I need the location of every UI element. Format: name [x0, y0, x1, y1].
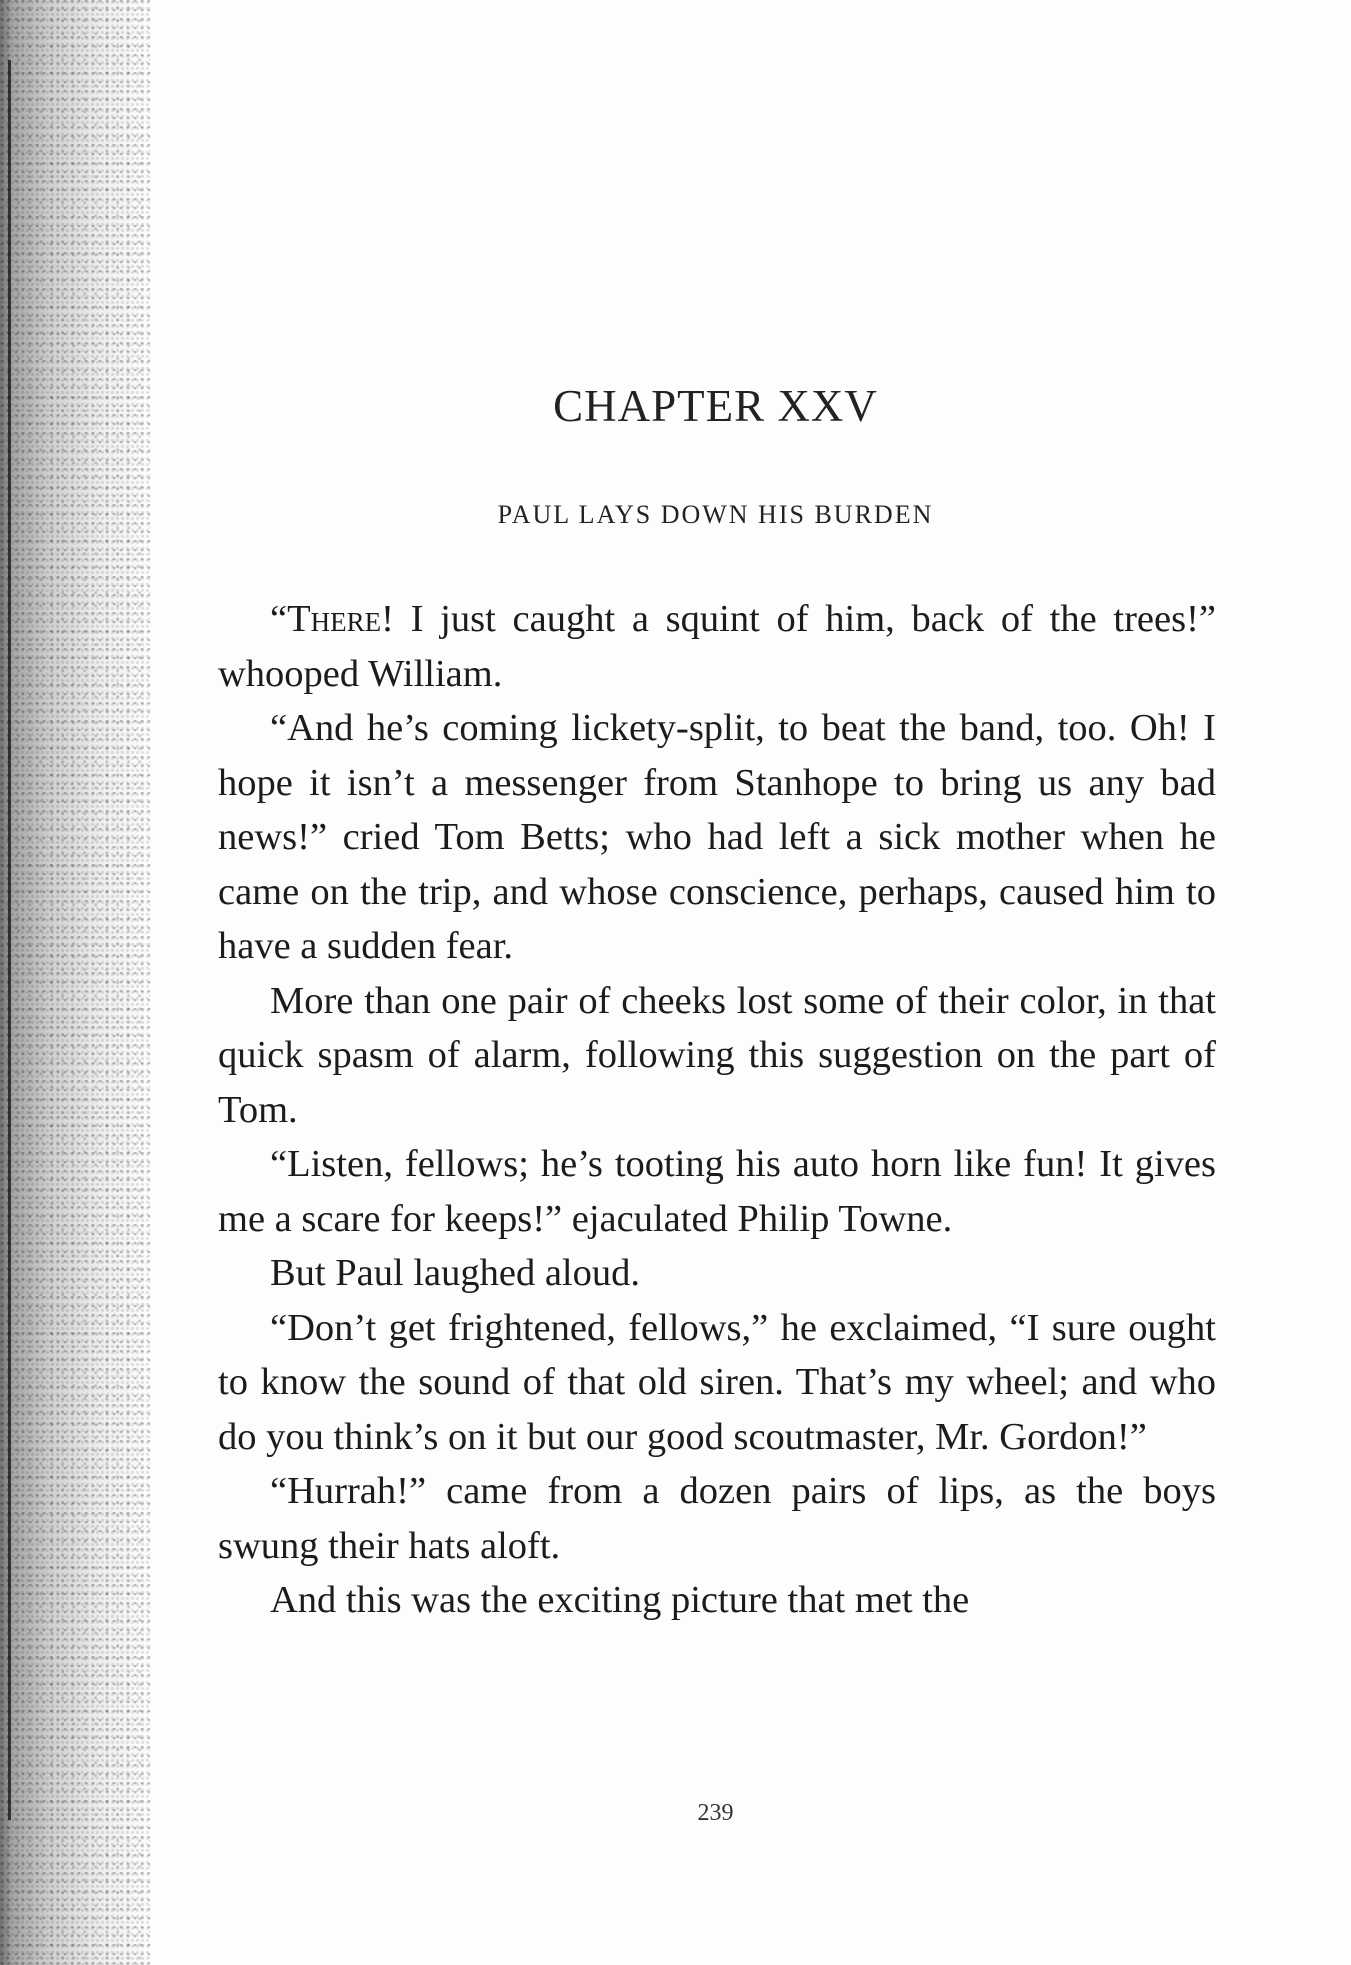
- paragraph-text: But Paul laughed aloud.: [270, 1252, 640, 1294]
- paragraph-text: “And he’s coming lickety-split, to beat the band, too. Oh! I hope it isn’t a messenger from Stanhope to bring us any bad news!” cried Tom Betts; who had left a sick mother when he came on the trip, and whose conscience, perhaps, caused him to have a sudden fear.: [218, 707, 1216, 967]
- paragraph-6: [218, 1301, 1216, 1465]
- binding-edge-line: [8, 60, 11, 1820]
- paragraph-4: [218, 1137, 1216, 1246]
- chapter-title: CHAPTER XXV: [553, 381, 878, 431]
- paragraph-2: [218, 701, 1216, 974]
- paragraph-text: More than one pair of cheeks lost some of their color, in that quick spasm of alarm, following this suggestion on the part of Tom.: [218, 979, 1216, 1131]
- paragraph-8: [218, 1573, 1216, 1628]
- paragraph-1: [218, 592, 1216, 701]
- paragraph-3: [218, 974, 1216, 1138]
- paragraph-text: “Hurrah!” came from a dozen pairs of lips, as the boys swung their hats aloft.: [218, 1470, 1216, 1567]
- body-text: [218, 592, 1216, 1628]
- paragraph-text: “Don’t get frightened, fellows,” he exclaimed, “I sure ought to know the sound of that old siren. That’s my wheel; and who do you think’s on it but our good scoutmaster, Mr. Gordon!”: [218, 1306, 1216, 1458]
- paragraph-5: [218, 1246, 1216, 1301]
- paragraph-text: ! I just caught a squint of him, back of the trees!” whooped William.: [218, 598, 1216, 695]
- paragraph-text: “Listen, fellows; he’s tooting his auto horn like fun! It gives me a scare for keeps!” ejaculated Philip Towne.: [218, 1143, 1216, 1240]
- page-number: 239: [697, 1800, 734, 1826]
- chapter-subtitle: PAUL LAYS DOWN HIS BURDEN: [497, 500, 934, 529]
- paragraph-lead: “There: [270, 598, 382, 640]
- paragraph-7: [218, 1464, 1216, 1573]
- binding-gutter: [0, 0, 150, 1965]
- paragraph-text: And this was the exciting picture that met the: [270, 1579, 970, 1621]
